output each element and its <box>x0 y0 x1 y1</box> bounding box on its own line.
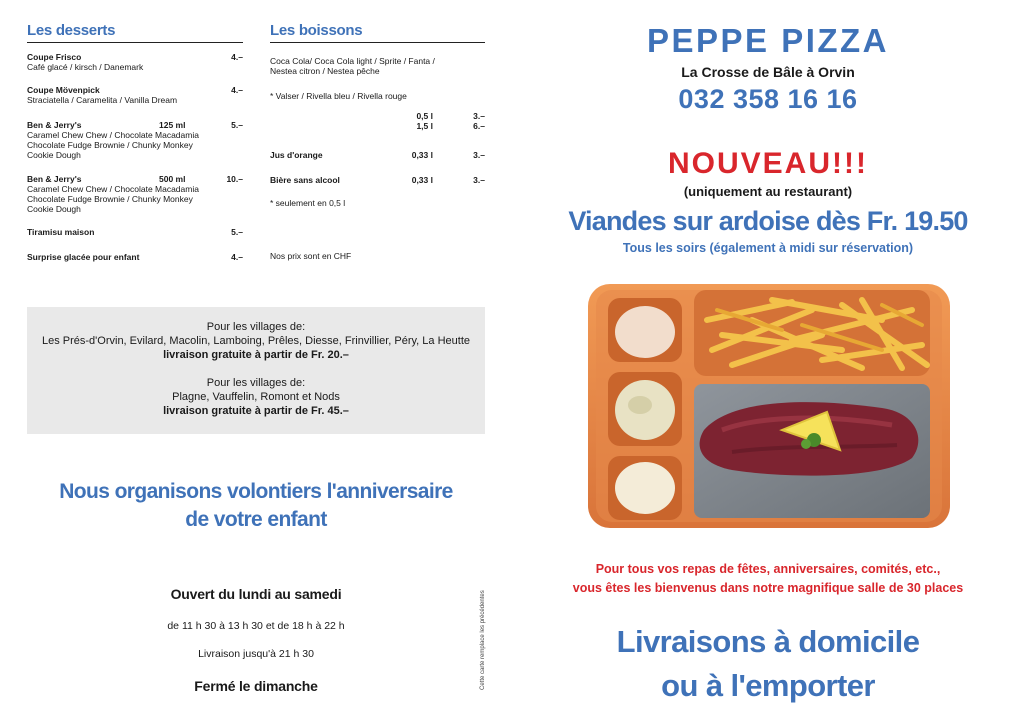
boissons-section <box>270 22 485 261</box>
replacement-note: Cette carte remplace les précédentes <box>480 590 486 690</box>
slate-meat-offer: Viandes sur ardoise dès Fr. 19.50 <box>568 206 968 236</box>
boissons-title: Les boissons <box>270 22 485 43</box>
size-price: 6.– <box>473 121 485 131</box>
dessert-desc: Caramel Chew Chew / Chocolate Macadamia Chocolate Fudge Brownie / Chunky Monkey Cookie Dough <box>27 130 199 160</box>
dessert-item <box>27 174 243 214</box>
dessert-name: Coupe Mövenpick <box>27 85 100 95</box>
desserts-section <box>27 22 243 262</box>
open-hours: de 11 h 30 à 13 h 30 et de 18 h à 22 h <box>167 620 345 632</box>
dessert-price: 4.– <box>231 52 243 62</box>
boissons-jus-row <box>270 150 485 160</box>
boissons-biere-row <box>270 175 485 185</box>
dessert-item <box>27 120 243 160</box>
jus-name: Jus d'orange <box>270 150 323 160</box>
dessert-item <box>27 85 243 105</box>
dessert-desc: Caramel Chew Chew / Chocolate Macadamia Chocolate Fudge Brownie / Chunky Monkey Cookie Dough <box>27 184 199 214</box>
boissons-footnote: * seulement en 0,5 l <box>270 198 346 208</box>
size-price: 3.– <box>473 111 485 121</box>
open-days: Ouvert du lundi au samedi <box>170 586 342 602</box>
dessert-name: Surprise glacée pour enfant <box>27 252 140 262</box>
dessert-price: 10.– <box>226 174 243 184</box>
phone-number[interactable]: 032 358 16 16 <box>678 84 858 114</box>
dessert-price: 5.– <box>231 120 243 130</box>
delivery-villages-box <box>27 307 485 434</box>
dessert-price: 4.– <box>231 85 243 95</box>
dessert-price: 5.– <box>231 227 243 237</box>
jus-price: 3.– <box>473 150 485 160</box>
boissons-soft-line: Nestea citron / Nestea pêche <box>270 66 380 76</box>
closed-day: Fermé le dimanche <box>194 678 318 694</box>
events-line: vous êtes les bienvenus dans notre magnifique salle de 30 places <box>572 581 964 595</box>
dessert-name: Ben & Jerry's <box>27 174 82 184</box>
opening-hours <box>27 586 485 694</box>
dessert-item <box>27 52 243 72</box>
villages-intro: Pour les villages de: <box>206 377 306 389</box>
dessert-desc: Café glacé / kirsch / Danemark <box>27 62 144 72</box>
free-delivery-note: livraison gratuite à partir de Fr. 45.– <box>163 405 349 417</box>
dessert-item <box>27 252 243 262</box>
biere-qty: 0,33 l <box>411 175 433 185</box>
availability-note: Tous les soirs (également à midi sur réservation) <box>622 241 914 255</box>
birthday-heading <box>27 478 485 534</box>
restaurant-only-note: (uniquement au restaurant) <box>683 184 853 199</box>
dessert-name: Tiramisu maison <box>27 227 95 237</box>
villages-list: Les Prés-d'Orvin, Evilard, Macolin, Lamboing, Prêles, Diesse, Frinvillier, Péry, La Heutte <box>41 335 470 347</box>
brand-title: PEPPE PIZZA <box>646 22 890 59</box>
jus-qty: 0,33 l <box>411 150 433 160</box>
birthday-line: Nous organisons volontiers l'anniversaire <box>59 480 453 503</box>
nouveau-banner: NOUVEAU!!! <box>668 147 868 180</box>
villages-intro: Pour les villages de: <box>206 321 306 333</box>
delivery-heading <box>520 620 1016 708</box>
dessert-desc: Straciatella / Caramelita / Vanilla Dream <box>27 95 178 105</box>
dessert-name: Coupe Frisco <box>27 52 82 62</box>
delivery-line: ou à l'emporter <box>661 668 875 703</box>
slate-meat-dish-image <box>582 280 954 535</box>
delivery-line: Livraisons à domicile <box>616 624 920 659</box>
dessert-qty: 125 ml <box>159 120 186 130</box>
villages-list: Plagne, Vauffelin, Romont et Nods <box>172 391 340 403</box>
dessert-item <box>27 227 243 237</box>
events-line: Pour tous vos repas de fêtes, anniversaires, comités, etc., <box>595 562 941 576</box>
boissons-water-line: * Valser / Rivella bleu / Rivella rouge <box>270 91 407 101</box>
dessert-qty: 500 ml <box>159 174 186 184</box>
free-delivery-note: livraison gratuite à partir de Fr. 20.– <box>163 349 349 361</box>
biere-price: 3.– <box>473 175 485 185</box>
dessert-price: 4.– <box>231 252 243 262</box>
events-note <box>520 560 1016 598</box>
currency-note: Nos prix sont en CHF <box>270 251 352 261</box>
size-qty: 1,5 l <box>416 121 433 131</box>
boissons-soft-line: Coca Cola/ Coca Cola light / Sprite / Fanta / <box>270 56 435 66</box>
size-qty: 0,5 l <box>416 111 433 121</box>
dessert-name: Ben & Jerry's <box>27 120 82 130</box>
birthday-line: de votre enfant <box>185 508 327 531</box>
address: La Crosse de Bâle à Orvin <box>681 64 855 80</box>
biere-name: Bière sans alcool <box>270 175 340 185</box>
desserts-title: Les desserts <box>27 22 243 43</box>
delivery-hours: Livraison jusqu'à 21 h 30 <box>198 648 314 660</box>
